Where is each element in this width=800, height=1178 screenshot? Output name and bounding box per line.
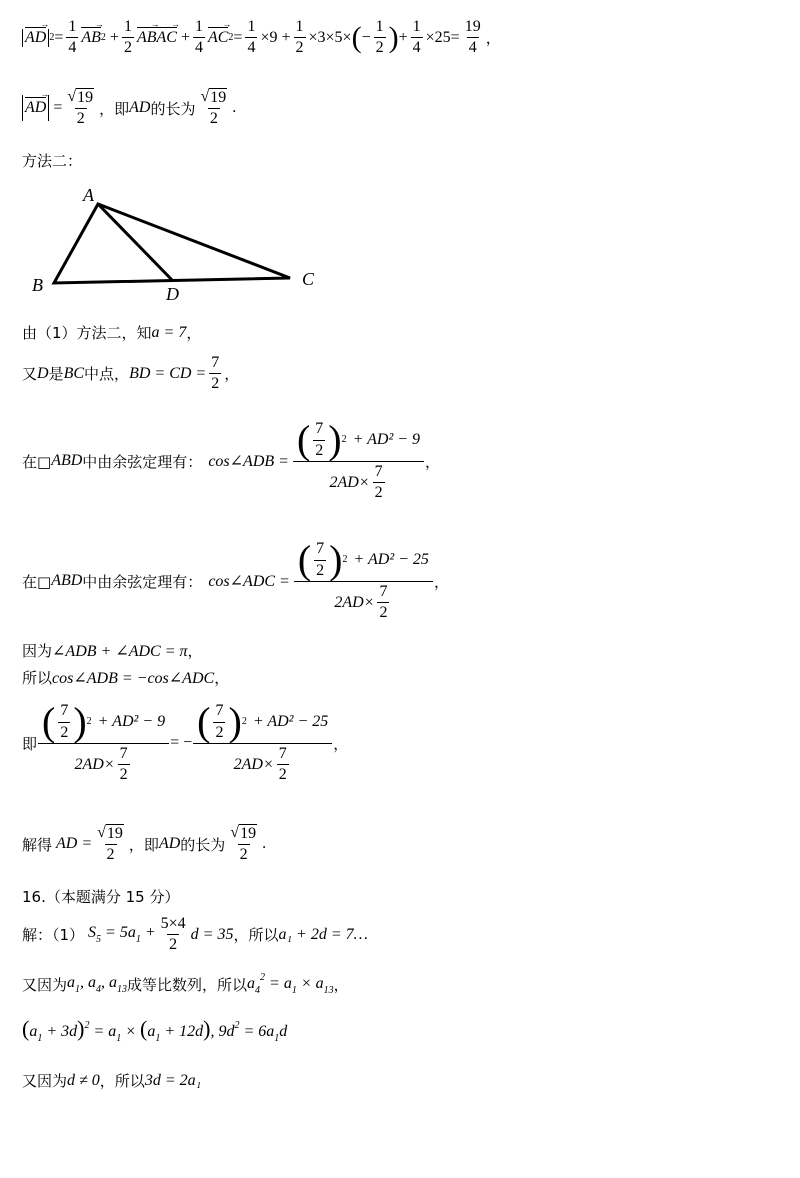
sum-line: 解：（1） $S_5 = 5a_1$ + $\frac{5\times 4}{2}$ d = 35 ，所以 a₁ + 2d = 7…: [22, 915, 368, 954]
conclusion-line: 又因为 d ≠ 0 ，所以 3d = 2a₁: [22, 1071, 202, 1090]
cosine-adb-line: 在□ ABD 中由余弦定理有： cos∠ADB = ( $\frac{7}{2}$ ) 2 + AD² − 9 2AD× $\frac{7}{2}$ ，: [22, 417, 441, 502]
angle-sum-line: 因为 ∠ADB + ∠ADC = π ，: [22, 642, 203, 660]
abs-ad: AD →: [22, 29, 49, 47]
side-a-line: 由（1）方法二，知 a = 7 ，: [22, 323, 202, 342]
method-two-heading: 方法二：: [22, 152, 83, 170]
cosine-adc-line: 在□ ABD 中由余弦定理有： cos∠ADC = ( $\frac{7}{2}$ ) 2 + AD² − 25 2AD× $\frac{7}{2}$ ，: [22, 537, 449, 622]
vector-equation-line: AD → 2 = $\frac{1}{4}$ AB → 2 + $\frac{1}{2}$ AB → AC → + $\frac{1}{4}$ AC → 2 = $\frac{1}{4}$ ×9 + $\frac{1}{2}$ ×3×5× ( − $\frac{1}{2}$ ) + $\frac{1}{4}$ ×25 = $\frac{19}{4}$ ，: [22, 18, 501, 58]
expanded-equation-line: $(a_1 + 3d)^2 = a_1 \times (a_1 + 12d)$, $9d^2 = 6a_1d$: [22, 1016, 288, 1044]
median-ad: [98, 204, 173, 281]
solution-line: 解得 AD = √ 19 2 ，即 AD 的长为 √ 19 2 .: [22, 824, 267, 864]
question-16-heading: 16.（本题满分 15 分）: [22, 888, 180, 906]
triangle-abc: [54, 204, 290, 283]
label-b: B: [32, 275, 43, 295]
midpoint-line: 又 D 是 BC 中点， BD = CD = $\frac{7}{2}$ ，: [22, 354, 240, 393]
equation-line: 即 ( $\frac{7}{2}$ ) 2 + AD² − 9 2AD× $\frac{7}{2}$ = − ( $\frac{7}{2}$ ) 2 + AD² − 25 2AD× $\frac{7}{2}$ ，: [22, 699, 349, 784]
triangle-diagram: [20, 182, 330, 302]
label-a: A: [83, 185, 94, 205]
ad-length-line: AD → = √ 19 2 ，即 AD 的长为 √ 19 2 .: [22, 88, 236, 129]
label-c: C: [302, 269, 315, 289]
geometric-line: 又因为 $a_1$, $a_4$, $a_{13}$ 成等比数列，所以 $a_4^2 = a_1 \times a_{13}$ ，: [22, 972, 349, 996]
label-d: D: [166, 284, 179, 302]
cos-relation-line: 所以 cos∠ADB = −cos∠ADC ，: [22, 669, 230, 687]
